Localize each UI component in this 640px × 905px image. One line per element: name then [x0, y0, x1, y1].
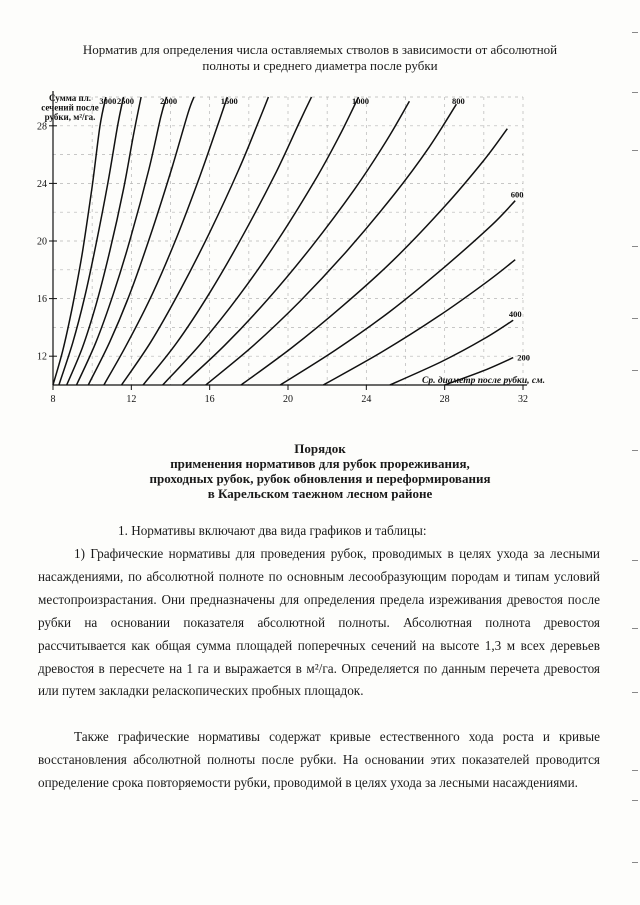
- section-title-line1: Порядок: [294, 441, 346, 456]
- stem-count-curve-1000: [163, 97, 359, 385]
- y-axis-label-line: сечений после: [41, 102, 99, 113]
- y-axis-label-line: Сумма пл.: [48, 93, 92, 103]
- x-tick-label: 12: [126, 394, 137, 405]
- curve-label-2000: 2000: [160, 96, 178, 106]
- stem-count-curve-13: [323, 260, 515, 385]
- scan-margin-marks: [628, 0, 640, 905]
- y-tick-label: 28: [37, 121, 47, 133]
- curve-label-200: 200: [517, 352, 530, 363]
- y-tick-label: 16: [37, 294, 47, 306]
- x-axis-label: Ср. диаметр после рубки, см.: [422, 376, 545, 386]
- stem-count-curve-9: [182, 101, 409, 385]
- curve-label-600: 600: [510, 189, 524, 200]
- curve-label-2500: 2500: [117, 96, 134, 106]
- x-tick-label: 24: [361, 394, 372, 405]
- chart-axes: [49, 91, 527, 390]
- curve-label-800: 800: [452, 96, 465, 106]
- y-tick-label: 12: [37, 351, 47, 363]
- stem-count-chart: [0, 0, 640, 420]
- page-title-line2: полноты и среднего диаметра после рубки: [202, 58, 438, 73]
- x-tick-label: 8: [50, 394, 56, 405]
- y-axis-label-line: рубки, м²/га.: [44, 112, 96, 122]
- section-title-line3: проходных рубок, рубок обновления и переформирования: [149, 471, 491, 486]
- stem-count-curve-800: [206, 104, 457, 385]
- curve-label-400: 400: [508, 309, 522, 320]
- section-title-line4: в Карельском таежном лесном районе: [207, 486, 433, 501]
- y-tick-label: 20: [37, 236, 47, 248]
- curve-label-1500: 1500: [220, 96, 238, 106]
- stem-count-curve-600: [280, 201, 515, 385]
- x-tick-label: 20: [283, 394, 293, 405]
- section-title: [100, 441, 540, 501]
- paragraph-3: Также графические нормативы содержат кривые естественного хода роста и кривые восстановления абсолютной полноты после рубки. На основании этих показателей проводится определение срока повторяемости рубки, проводимой в целях ухода за лесными насаждениями.: [38, 729, 600, 790]
- stem-count-curve-11: [241, 129, 507, 385]
- x-tick-label: 28: [439, 394, 450, 405]
- section-title-line2: применения нормативов для рубок прореживания,: [170, 456, 470, 471]
- curve-label-3000: 3000: [99, 96, 117, 106]
- x-tick-label: 16: [204, 394, 215, 405]
- x-tick-label: 32: [518, 394, 528, 405]
- chart-grid: [53, 97, 523, 385]
- paragraph-1: 1. Нормативы включают два вида графиков и таблицы:: [118, 523, 427, 538]
- paragraph-2: 1) Графические нормативы для проведения рубок, проводимых в целях ухода за лесными насаждениями, по абсолютной полноте по основным лесообразующим породам и типам условий местопроизрастания. Они предназначены для определения предела изреживания древостоя после рубки на основании показателя абсолютной полноты. Абсолютная полнота древостоя рассчитывается как общая сумма площадей поперечных сечений на высоте 1,3 м всех деревьев древостоя в пересчете на 1 га и выражается в м²/га. Определяется по данным перечета древостоя или путем закладки реласкопических пробных площадок.: [38, 546, 600, 699]
- page-title-line1: Норматив для определения числа оставляемых стволов в зависимости от абсолютной: [82, 42, 558, 57]
- y-tick-label: 24: [37, 178, 47, 190]
- curve-label-1000: 1000: [352, 96, 369, 106]
